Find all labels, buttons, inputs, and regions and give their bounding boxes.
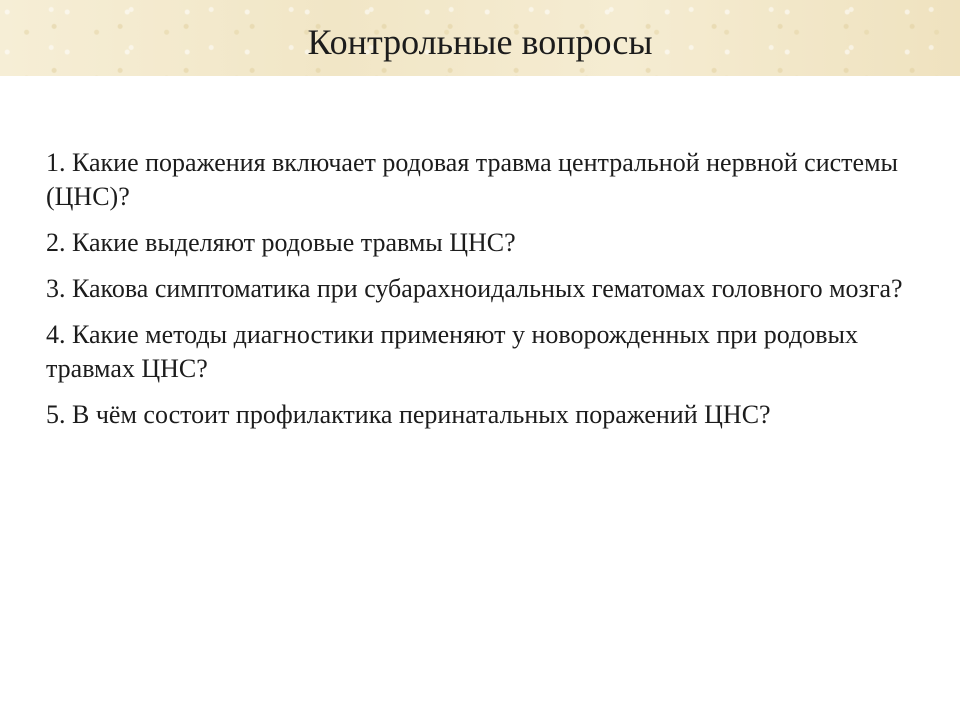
slide-title: Контрольные вопросы [307, 22, 653, 62]
question-item: 4. Какие методы диагностики применяют у новорожденных при родовых травмах ЦНС? [46, 320, 858, 383]
question-item: 2. Какие выделяют родовые травмы ЦНС? [46, 228, 516, 257]
question-item: 5. В чём состоит профилактика перинатальных поражений ЦНС? [46, 400, 771, 429]
question-item: 3. Какова симптоматика при субарахноидальных гематомах головного мозга? [46, 274, 903, 303]
question-list [46, 146, 916, 444]
question-item: 1. Какие поражения включает родовая травма центральной нервной системы (ЦНС)? [46, 148, 898, 211]
